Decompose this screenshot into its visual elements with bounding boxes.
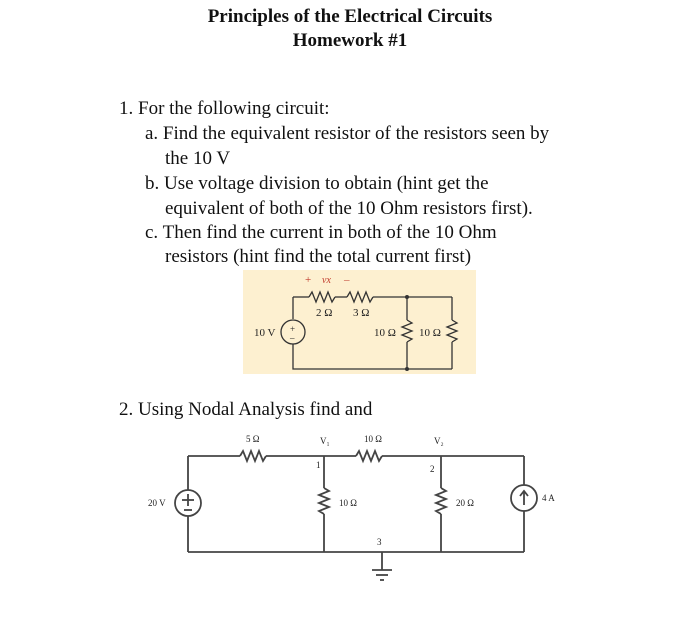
vx-plus: + xyxy=(305,274,312,286)
node-1-label: 1 xyxy=(316,460,321,470)
problem1-a-line2: the 10 V xyxy=(165,148,231,169)
label-10ohm-a: 10 Ω xyxy=(374,327,396,339)
label-20ohm: 20 Ω xyxy=(456,498,474,508)
label-v1: V₁ xyxy=(320,436,330,446)
junction-bottom xyxy=(405,367,409,371)
label-10v: 10 V xyxy=(254,327,276,339)
resistor-10ohm-mid xyxy=(319,488,329,514)
vx-label: vx xyxy=(322,275,331,286)
node-2-label: 2 xyxy=(430,464,435,474)
circuit2-diagram xyxy=(140,430,580,605)
resistor-10ohm-a xyxy=(402,320,412,342)
label-10ohm-top: 10 Ω xyxy=(364,434,382,444)
vx-minus: – xyxy=(344,274,350,286)
problem1-c-line1: c. Then find the current in both of the 10 Ohm xyxy=(145,222,497,243)
problem1-b-line2: equivalent of both of the 10 Ohm resistors first). xyxy=(165,198,533,219)
problem1-b-line1: b. Use voltage division to obtain (hint get the xyxy=(145,173,489,194)
wire-left-bottom xyxy=(293,344,452,369)
circuit2-schematic xyxy=(140,430,580,605)
document-title: Principles of the Electrical Circuits xyxy=(207,6,493,27)
source-minus: – xyxy=(290,333,295,343)
label-v2: V₂ xyxy=(434,436,444,446)
circuit1-diagram xyxy=(243,270,476,374)
resistor-10ohm-top xyxy=(356,451,382,461)
label-3ohm: 3 Ω xyxy=(353,307,370,319)
document-subtitle: Homework #1 xyxy=(292,30,408,51)
resistor-3ohm xyxy=(347,292,373,302)
source-plus: + xyxy=(290,324,296,334)
problem2-intro: 2. Using Nodal Analysis find and xyxy=(119,399,373,420)
label-20v: 20 V xyxy=(148,498,166,508)
label-5ohm: 5 Ω xyxy=(246,434,260,444)
resistor-10ohm-b xyxy=(447,320,457,342)
label-10ohm-mid: 10 Ω xyxy=(339,498,357,508)
resistor-2ohm xyxy=(309,292,335,302)
resistor-5ohm xyxy=(240,451,266,461)
resistor-20ohm xyxy=(436,488,446,514)
circuit1-schematic xyxy=(243,270,476,374)
junction-top xyxy=(405,295,409,299)
problem1-a-line1: a. Find the equivalent resistor of the resistors seen by xyxy=(145,123,550,144)
label-10ohm-b: 10 Ω xyxy=(419,327,441,339)
label-4a: 4 A xyxy=(542,493,555,503)
node-3-label: 3 xyxy=(377,537,382,547)
label-2ohm: 2 Ω xyxy=(316,307,333,319)
problem1-intro: 1. For the following circuit: xyxy=(119,98,330,119)
problem1-c-line2: resistors (hint find the total current first) xyxy=(165,246,472,267)
